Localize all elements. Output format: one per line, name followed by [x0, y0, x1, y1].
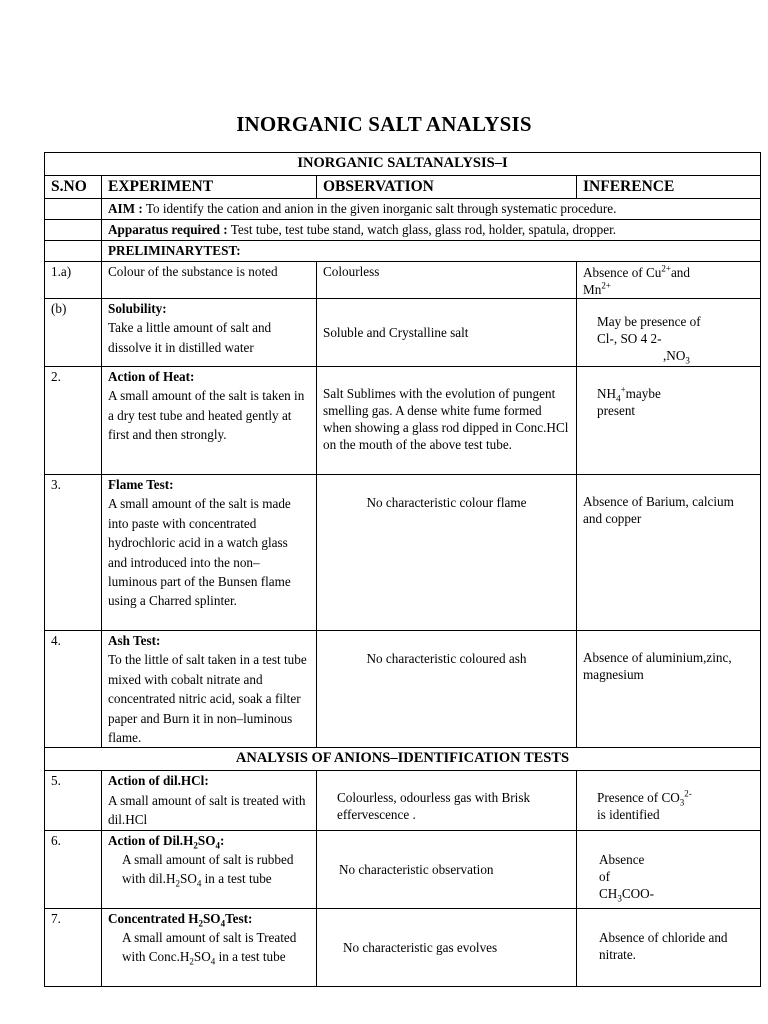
table-header-row	[45, 176, 761, 199]
apparatus-text: Test tube, test tube stand, watch glass, glass rod, holder, spatula, dropper.	[227, 222, 617, 237]
apparatus-cell	[102, 220, 761, 241]
inference-text: NH	[597, 386, 617, 401]
observation-text: Colourless, odourless gas with Brisk effervescence .	[337, 790, 531, 823]
apparatus-label: Apparatus required :	[108, 222, 228, 237]
row-inference	[577, 631, 761, 748]
subscript: 3	[617, 893, 622, 904]
row-sno: 1.a)	[45, 262, 102, 299]
row-sno: 6.	[45, 830, 102, 908]
row-experiment	[102, 299, 317, 367]
row-observation: Colourless	[317, 262, 577, 299]
experiment-title: Ash Test:	[108, 633, 161, 648]
observation-text: Soluble and Crystalline salt	[323, 324, 469, 340]
title-text: :	[219, 832, 225, 848]
apparatus-row	[45, 220, 761, 241]
experiment-title	[108, 831, 310, 850]
row-experiment: Colour of the substance is noted	[102, 262, 317, 299]
anion-section-title: ANALYSIS OF ANIONS–IDENTIFICATION TESTS	[45, 748, 761, 771]
row-sno: 7.	[45, 908, 102, 986]
anion-section-row	[45, 748, 761, 771]
experiment-text: Take a little amount of salt and dissolve it in distilled water	[108, 320, 272, 355]
experiment-title: Action of Heat:	[108, 369, 195, 384]
row-experiment	[102, 771, 317, 830]
experiment-text: A small amount of the salt is made into paste with concentrated hydrochloric acid in a watch glass and introduced into the non– luminous part of the Bunsen flame using a Charred splinter.	[108, 496, 291, 609]
observation-text: No characteristic colour flame	[366, 495, 527, 510]
header-sno: S.NO	[45, 176, 102, 199]
experiment-text-part: A small amount of salt is Treated with Conc.H	[122, 930, 297, 965]
preliminary-row	[45, 241, 761, 262]
row-sno: 4.	[45, 631, 102, 748]
table-row	[45, 262, 761, 299]
analysis-table	[44, 152, 761, 987]
experiment-title: Solubility:	[108, 301, 167, 316]
table-row	[45, 631, 761, 748]
preliminary-heading: PRELIMINARYTEST:	[102, 241, 761, 262]
subscript: 3	[679, 798, 685, 809]
title-text: SO	[197, 832, 216, 848]
experiment-text: A small amount of salt is treated with dil.HCl	[108, 792, 306, 828]
row-experiment	[102, 475, 317, 631]
aim-label: AIM :	[108, 201, 143, 216]
subscript: 3	[685, 355, 690, 366]
title-text: Test:	[225, 910, 253, 926]
inference-text: CH	[599, 885, 618, 901]
subscript: 4	[196, 879, 202, 890]
subscript: 4	[220, 918, 226, 929]
observation-text: Salt Sublimes with the evolution of pungent smelling gas. A dense white fume formed when showing a glass rod dipped in Conc.HCl on the mouth of the above test tube.	[323, 386, 569, 452]
row-experiment	[102, 908, 317, 986]
experiment-text-part: in a test tube	[201, 871, 272, 887]
experiment-text	[108, 928, 310, 967]
inference-text: maybe	[625, 386, 661, 401]
row-experiment	[102, 631, 317, 748]
table-row	[45, 299, 761, 367]
row-inference	[577, 771, 761, 830]
subscript: 2	[193, 840, 198, 851]
title-text: Action of Dil.H	[108, 832, 194, 848]
superscript: +	[620, 384, 626, 395]
header-inference: INFERENCE	[577, 176, 761, 199]
row-observation	[317, 475, 577, 631]
observation-text: No characteristic coloured ash	[366, 651, 527, 666]
inference-text: Cl-, SO 4 2-	[597, 331, 662, 346]
row-observation	[317, 908, 577, 986]
row-inference	[577, 475, 761, 631]
inference-text: Absence of Barium, calcium and copper	[583, 494, 734, 526]
row-experiment	[102, 830, 317, 908]
row-inference	[577, 908, 761, 986]
experiment-text-part: A small amount of salt is rubbed with dil.H	[122, 852, 294, 887]
inference-text: May be presence of	[597, 314, 701, 329]
table-row	[45, 475, 761, 631]
row-inference	[577, 367, 761, 475]
observation-text: No characteristic gas evolves	[343, 939, 498, 955]
document-title: INORGANIC SALT ANALYSIS	[236, 112, 532, 136]
header-observation: OBSERVATION	[317, 176, 577, 199]
inference-text: and	[670, 265, 690, 280]
title-text: Concentrated H	[108, 910, 199, 926]
table-section-title-row	[45, 153, 761, 176]
inference-text: Mn	[583, 282, 602, 297]
table-row	[45, 367, 761, 475]
inference-text: Absence of aluminium,zinc, magnesium	[583, 650, 732, 682]
row-observation	[317, 299, 577, 367]
subscript: 4	[210, 957, 216, 968]
inference-text: Absence	[599, 851, 645, 867]
title-text: SO	[202, 910, 221, 926]
subscript: 2	[175, 879, 180, 890]
inference-text: Absence of Cu	[583, 265, 662, 280]
experiment-title: Flame Test:	[108, 477, 174, 492]
row-observation	[317, 367, 577, 475]
row-observation	[317, 771, 577, 830]
aim-cell	[102, 199, 761, 220]
row-observation	[317, 830, 577, 908]
subscript: 2	[189, 957, 194, 968]
observation-text: No characteristic observation	[339, 861, 494, 877]
superscript: 2-	[684, 789, 692, 800]
experiment-text-part: SO	[179, 871, 197, 887]
inference-text: of	[599, 868, 610, 884]
row-sno: (b)	[45, 299, 102, 367]
inference-text: present	[597, 403, 636, 418]
aim-row	[45, 199, 761, 220]
inference-text: Presence of CO	[597, 790, 680, 806]
row-inference	[577, 830, 761, 908]
table-row	[45, 830, 761, 908]
inference-text: ,NO	[663, 348, 686, 363]
row-inference	[577, 299, 761, 367]
row-sno: 3.	[45, 475, 102, 631]
experiment-title	[108, 909, 310, 928]
superscript: 2+	[661, 263, 671, 274]
subscript: 4	[215, 840, 220, 851]
table-row	[45, 771, 761, 830]
row-sno: 5.	[45, 771, 102, 830]
superscript: 2+	[601, 280, 611, 291]
experiment-title: Action of dil.HCl:	[108, 773, 209, 789]
aim-text: To identify the cation and anion in the given inorganic salt through systematic procedure.	[142, 201, 617, 216]
experiment-text-part: in a test tube	[215, 949, 286, 965]
inference-text: COO-	[621, 885, 655, 901]
table-row	[45, 908, 761, 986]
experiment-text-part: SO	[193, 949, 211, 965]
inference-text: Absence of chloride and nitrate.	[599, 929, 728, 962]
section-title: INORGANIC SALTANALYSIS–I	[45, 153, 761, 176]
experiment-text	[108, 850, 310, 889]
row-inference	[577, 262, 761, 299]
experiment-text: To the little of salt taken in a test tube mixed with cobalt nitrate and concentrated nitric acid, soak a filter paper and Burn it in non–luminous flame.	[108, 652, 307, 746]
inference-text: is identified	[597, 807, 660, 823]
header-experiment: EXPERIMENT	[102, 176, 317, 199]
subscript: 2	[198, 918, 203, 929]
experiment-text: A small amount of the salt is taken in a dry test tube and heated gently at first and then strongly.	[108, 388, 305, 443]
subscript: 4	[616, 393, 621, 404]
row-sno: 2.	[45, 367, 102, 475]
row-experiment	[102, 367, 317, 475]
row-observation	[317, 631, 577, 748]
